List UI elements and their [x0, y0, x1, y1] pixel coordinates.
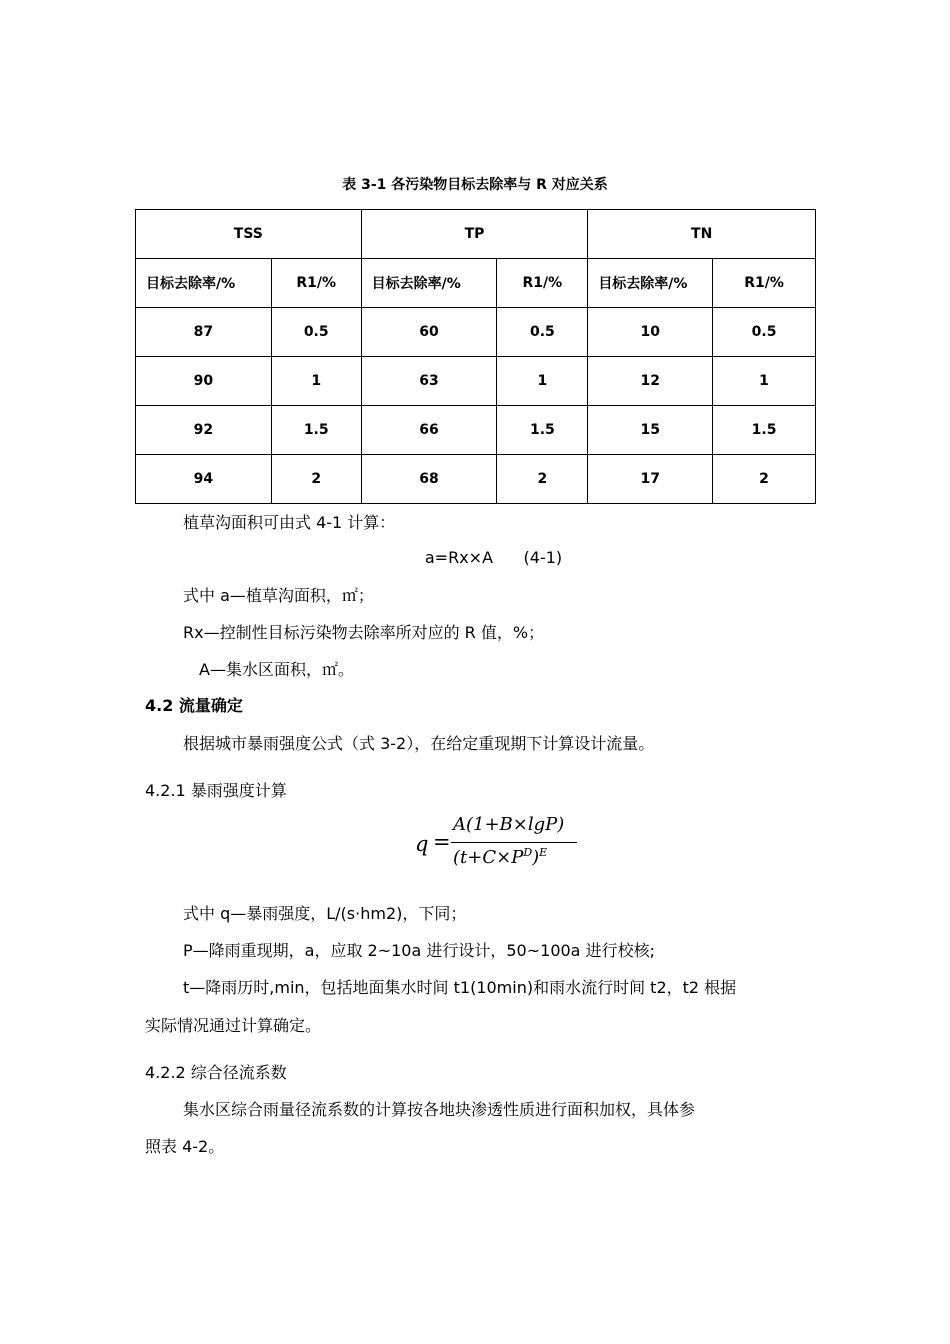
paragraph-runoff-coefficient: 集水区综合雨量径流系数的计算按各地块渗透性质进行面积加权，具体参 [183, 1100, 696, 1119]
paragraph-area-intro: 植草沟面积可由式 4-1 计算： [183, 513, 396, 532]
table-cell: 66 [361, 406, 497, 455]
exponent-d: D [523, 846, 533, 859]
table-cell: 1 [713, 357, 816, 406]
table-header-row [136, 210, 816, 259]
subheader-r1: R1/% [271, 259, 361, 308]
subheader-target-rate: 目标去除率/% [136, 259, 272, 308]
exponent-e: E [539, 846, 548, 859]
formula-equals: = [433, 830, 451, 854]
table-cell: 90 [136, 357, 272, 406]
section-heading-4-2-1: 4.2.1 暴雨强度计算 [145, 781, 287, 800]
table-cell: 1.5 [271, 406, 361, 455]
table-cell: 94 [136, 455, 272, 504]
paragraph-t-definition: t—降雨历时,min，包括地面集水时间 t1(10min)和雨水流行时间 t2，t2 根据 [183, 978, 737, 997]
table-cell: 1 [271, 357, 361, 406]
paragraph-rx-definition: Rx—控制性目标污染物去除率所对应的 R 值，%； [183, 623, 545, 642]
table-row [136, 455, 816, 504]
header-tss: TSS [136, 210, 362, 259]
paragraph-runoff-coefficient-cont: 照表 4-2。 [145, 1137, 225, 1156]
table-cell: 92 [136, 406, 272, 455]
subheader-r1: R1/% [497, 259, 588, 308]
denominator-base: (t+C×P [453, 847, 524, 868]
table-cell: 2 [713, 455, 816, 504]
table-cell: 12 [588, 357, 713, 406]
table-row [136, 357, 816, 406]
table-cell: 2 [271, 455, 361, 504]
paragraph-a-definition: 式中 a—植草沟面积，㎡； [183, 586, 374, 605]
paragraph-q-definition: 式中 q—暴雨强度，L/(s·hm2)，下同； [183, 904, 467, 923]
paragraph-t-definition-cont: 实际情况通过计算确定。 [145, 1016, 322, 1035]
table-cell: 1.5 [497, 406, 588, 455]
subheader-r1: R1/% [713, 259, 816, 308]
header-tp: TP [361, 210, 588, 259]
table-cell: 17 [588, 455, 713, 504]
table-cell: 10 [588, 308, 713, 357]
paragraph-p-definition: P—降雨重现期，a，应取 2~10a 进行设计，50~100a 进行校核; [183, 941, 655, 960]
fraction-bar [451, 842, 577, 843]
paragraph-flow-intro: 根据城市暴雨强度公式（式 3-2），在给定重现期下计算设计流量。 [183, 734, 655, 753]
table-row [136, 406, 816, 455]
table-cell: 60 [361, 308, 497, 357]
table-cell: 1.5 [713, 406, 816, 455]
table-cell: 2 [497, 455, 588, 504]
table-cell: 87 [136, 308, 272, 357]
table-cell: 63 [361, 357, 497, 406]
section-heading-4-2: 4.2 流量确定 [145, 696, 243, 715]
pollutant-removal-table [135, 209, 816, 504]
paragraph-A-definition: A—集水区面积，㎡。 [199, 660, 354, 679]
subheader-target-rate: 目标去除率/% [361, 259, 497, 308]
header-tn: TN [588, 210, 816, 259]
table-caption: 表 3-1 各污染物目标去除率与 R 对应关系 [342, 177, 608, 193]
table-cell: 1 [497, 357, 588, 406]
denominator-close: ) [532, 847, 540, 868]
table-cell: 0.5 [497, 308, 588, 357]
table-row [136, 308, 816, 357]
formula-4-1: a=Rx×A (4-1) [424, 548, 563, 567]
rain-intensity-formula [405, 812, 585, 876]
formula-denominator [453, 846, 547, 868]
table-cell: 68 [361, 455, 497, 504]
subheader-target-rate: 目标去除率/% [588, 259, 713, 308]
section-heading-4-2-2: 4.2.2 综合径流系数 [145, 1063, 287, 1082]
formula-lhs: q [415, 832, 429, 856]
table-cell: 0.5 [271, 308, 361, 357]
formula-numerator: A(1+B×lgP) [453, 814, 565, 835]
table-cell: 0.5 [713, 308, 816, 357]
table-subheader-row [136, 259, 816, 308]
table-cell: 15 [588, 406, 713, 455]
